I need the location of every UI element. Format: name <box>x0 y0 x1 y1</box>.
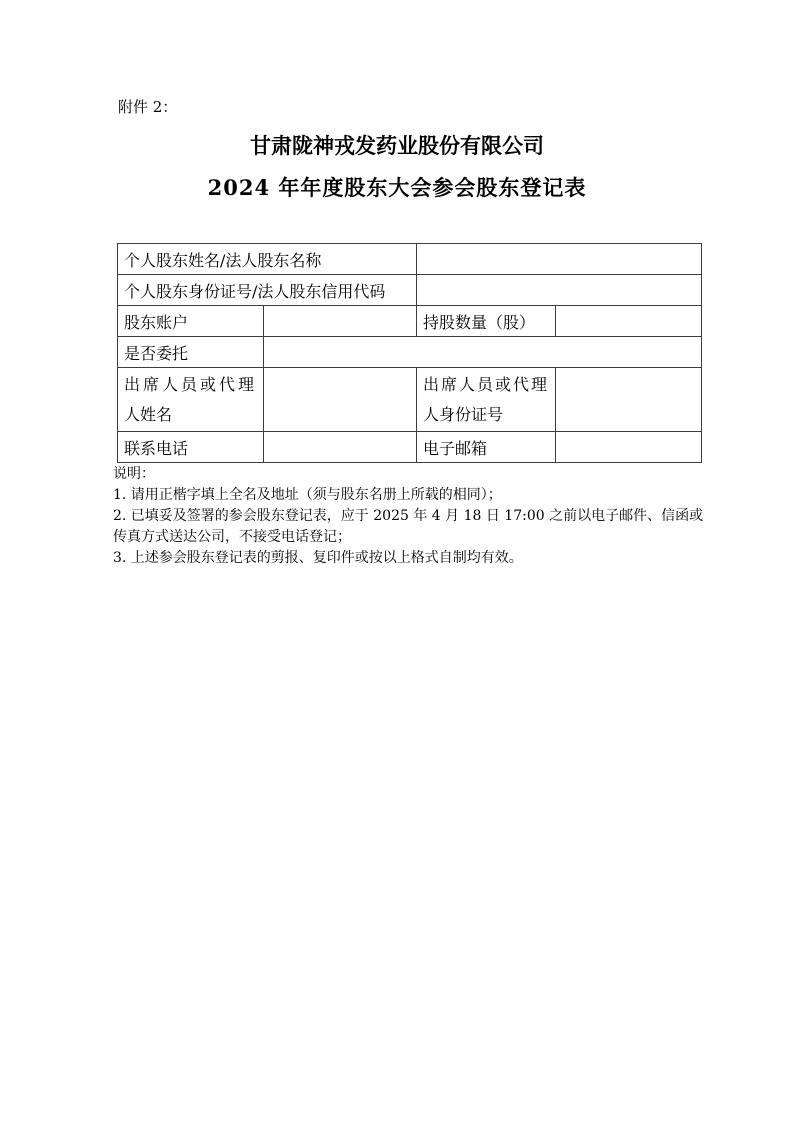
note-line: 传真方式送达公司，不接受电话登记； <box>113 529 351 545</box>
shares-input-cell[interactable] <box>556 306 702 337</box>
attendee-name-input-cell[interactable] <box>264 368 417 432</box>
phone-input-cell[interactable] <box>264 432 417 463</box>
email-label: 电子邮箱 <box>417 432 556 463</box>
attendee-id-label <box>417 368 556 432</box>
attendee-name-label-line2: 人姓名 <box>124 404 173 424</box>
phone-label: 联系电话 <box>118 432 264 463</box>
account-label: 股东账户 <box>118 306 264 337</box>
shareholder-id-input-cell[interactable] <box>417 275 702 306</box>
shareholder-name-label: 个人股东姓名/法人股东名称 <box>118 244 417 275</box>
form-subtitle: 2024 年年度股东大会参会股东登记表 <box>207 175 587 200</box>
attendee-name-label-line1: 出席人员或代理 <box>124 374 258 394</box>
attendee-id-label-line1: 出席人员或代理 <box>423 374 550 394</box>
shareholder-id-label: 个人股东身份证号/法人股东信用代码 <box>118 275 417 306</box>
company-title: 甘肃陇神戎发药业股份有限公司 <box>250 133 544 158</box>
shareholder-name-input-cell[interactable] <box>417 244 702 275</box>
attendee-id-input-cell[interactable] <box>556 368 702 432</box>
note-line: 3. 上述参会股东登记表的剪报、复印件或按以上格式自制均有效。 <box>113 550 523 566</box>
proxy-input-cell[interactable] <box>264 337 702 368</box>
shares-label: 持股数量（股） <box>417 306 556 337</box>
attachment-label: 附件 2： <box>118 98 178 116</box>
table-row <box>118 275 702 306</box>
registration-table <box>117 243 702 463</box>
notes-section <box>113 464 713 569</box>
account-input-cell[interactable] <box>264 306 417 337</box>
proxy-label: 是否委托 <box>118 337 264 368</box>
table-row <box>118 432 702 463</box>
table-row <box>118 244 702 275</box>
attendee-id-label-line2: 人身份证号 <box>423 404 504 424</box>
attendee-name-label <box>118 368 264 432</box>
note-line: 1. 请用正楷字填上全名及地址（须与股东名册上所载的相同）； <box>113 487 502 503</box>
table-row <box>118 306 702 337</box>
notes-heading: 说明： <box>113 466 155 482</box>
table-row <box>118 337 702 368</box>
email-input-cell[interactable] <box>556 432 702 463</box>
table-row <box>118 368 702 432</box>
note-line: 2. 已填妥及签署的参会股东登记表，应于 2025 年 4 月 18 日 17:00 之前以电子邮件、信函或 <box>113 508 704 524</box>
